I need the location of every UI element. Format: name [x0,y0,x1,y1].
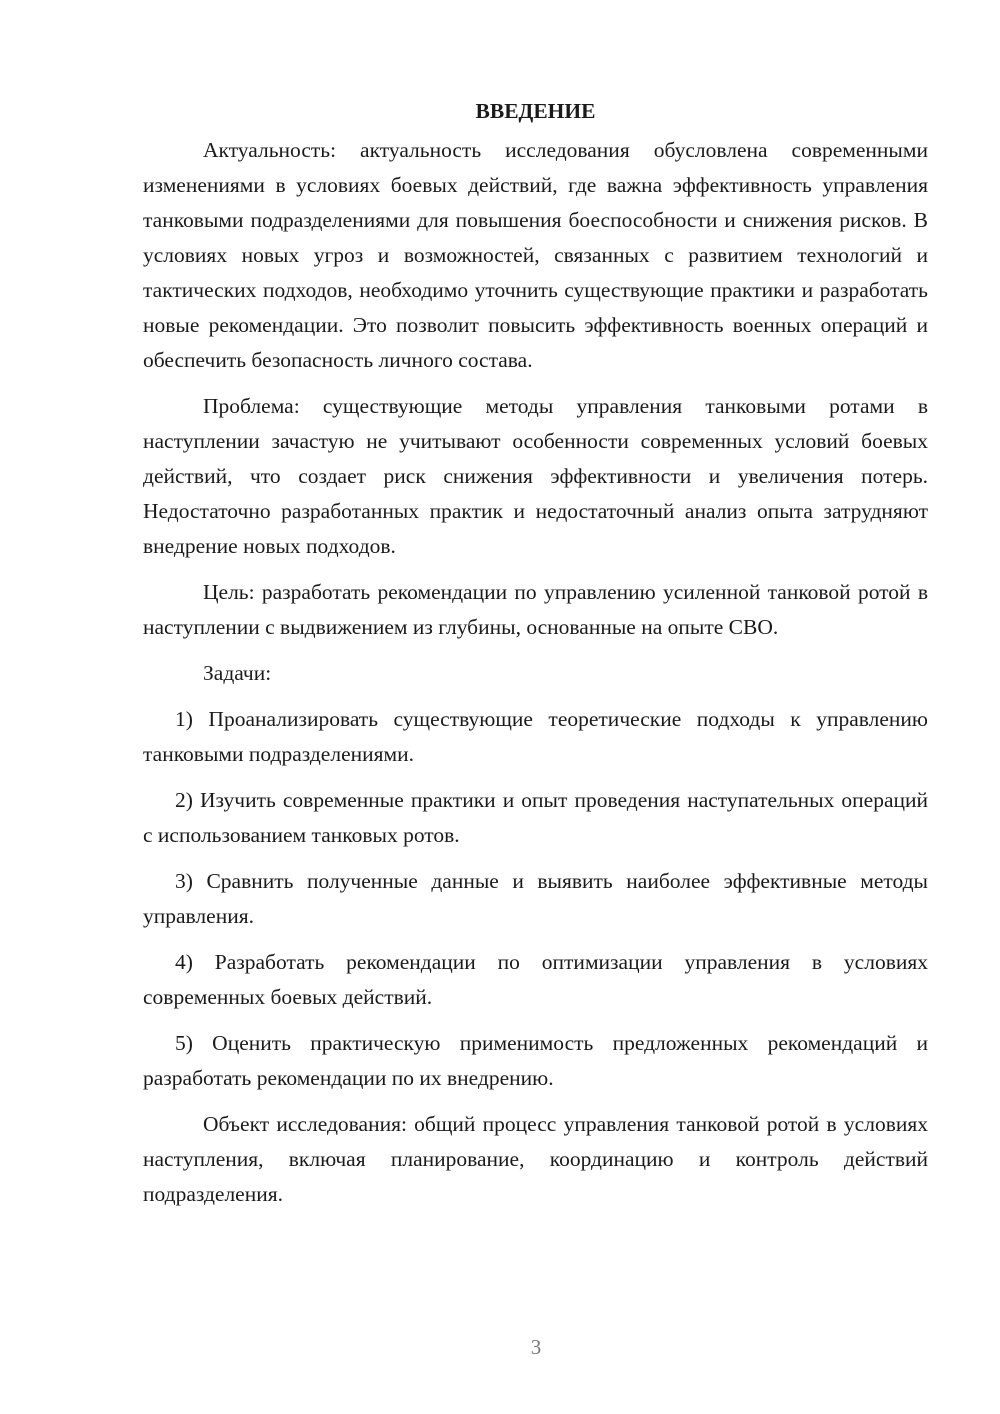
goal-paragraph: Цель: разработать рекомендации по управлению усиленной танковой ротой в наступлении с выдвижением из глубины, основанные на опыте СВО. [143,580,928,639]
problem-paragraph: Проблема: существующие методы управления танковыми ротами в наступлении зачастую не учитывают особенности современных условий боевых действий, что создает риск снижения эффективности и увеличения потерь. Недостаточно разработанных практик и недостаточный анализ опыта затрудняют внедрение новых подходов. [143,394,928,558]
task-item-3: 3) Сравнить полученные данные и выявить наиболее эффективные методы управления. [143,869,928,928]
tasks-list [143,702,928,1096]
object-paragraph: Объект исследования: общий процесс управления танковой ротой в условиях наступления, включая планирование, координацию и контроль действий подразделения. [143,1112,928,1206]
task-item-1: 1) Проанализировать существующие теоретические подходы к управлению танковыми подразделениями. [143,707,928,766]
task-item-2: 2) Изучить современные практики и опыт проведения наступательных операций с использованием танковых ротов. [143,788,928,847]
page-title: ВВЕДЕНИЕ [475,99,596,123]
task-item-5: 5) Оценить практическую применимость предложенных рекомендаций и разработать рекомендации по их внедрению. [143,1031,928,1090]
page-number: 3 [530,1335,542,1359]
page-content [143,94,928,1223]
task-item-4: 4) Разработать рекомендации по оптимизации управления в условиях современных боевых действий. [143,950,928,1009]
tasks-heading: Задачи: [203,661,272,685]
relevance-paragraph: Актуальность: актуальность исследования обусловлена современными изменениями в условиях боевых действий, где важна эффективность управления танковыми подразделениями для повышения боеспособности и снижения рисков. В условиях новых угроз и возможностей, связанных с развитием технологий и тактических подходов, необходимо уточнить существующие практики и разработать новые рекомендации. Это позволит повысить эффективность военных операций и обеспечить безопасность личного состава. [143,138,928,372]
